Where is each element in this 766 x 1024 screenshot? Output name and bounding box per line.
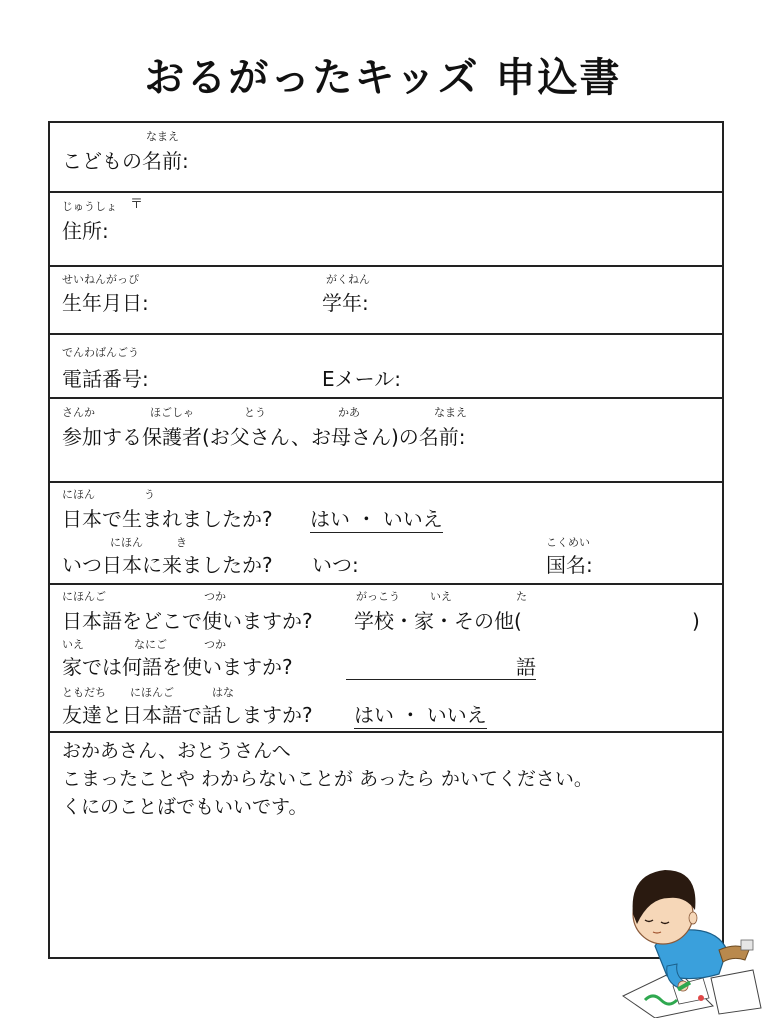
birthplace-row[interactable] — [50, 483, 722, 585]
application-form — [48, 121, 724, 959]
message-line-1: おかあさん、おとうさんへ — [62, 740, 291, 762]
email-label: Eメール: — [322, 367, 401, 391]
friends-japanese-question: 友達と日本語で話しますか? — [62, 703, 313, 727]
child-drawing-illustration — [615, 858, 765, 1018]
message-line-3: くにのことばでもいいです。 — [62, 796, 308, 818]
address-label: 住所: — [62, 219, 109, 243]
address-row[interactable] — [50, 193, 722, 267]
came-to-japan-question: いつ日本に来ましたか? — [62, 553, 273, 577]
use-ruby-5: た — [516, 590, 527, 603]
name-ruby: なまえ — [146, 130, 179, 143]
friend-ruby-1: ともだち — [62, 686, 106, 699]
friends-japanese-answer[interactable]: はい ・ いいえ — [354, 703, 487, 727]
guardian-ruby-4: かあ — [338, 406, 360, 419]
message-line-2: こまったことや わからないことが あったら かいてください。 — [62, 768, 593, 790]
guardian-ruby-3: とう — [244, 406, 266, 419]
when-label: いつ: — [312, 553, 359, 577]
country-name-label: 国名: — [546, 553, 593, 577]
born-ruby-2: う — [144, 488, 155, 501]
where-japanese-options[interactable]: 学校・家・その他( — [354, 609, 522, 633]
child-name-row[interactable] — [50, 123, 722, 193]
home-language-question: 家では何語を使いますか? — [62, 655, 293, 679]
postal-mark: 〒 — [130, 197, 144, 212]
home-ruby-1: いえ — [62, 638, 84, 651]
friend-ruby-3: はな — [212, 686, 234, 699]
came-ruby-2: き — [176, 536, 187, 549]
grade-label: 学年: — [322, 291, 369, 315]
grade-ruby: がくねん — [326, 273, 370, 286]
born-in-japan-answer[interactable]: はい ・ いいえ — [310, 507, 443, 531]
guardian-ruby-2: ほごしゃ — [150, 406, 194, 419]
use-ruby-4: いえ — [430, 590, 452, 603]
use-ruby-2: つか — [204, 590, 226, 603]
came-ruby-1: にほん — [110, 536, 143, 549]
guardian-name-row[interactable] — [50, 399, 722, 483]
born-in-japan-question: 日本で生まれましたか? — [62, 507, 273, 531]
page-title: おるがったキッズ 申込書 — [144, 55, 622, 101]
home-language-blank[interactable] — [346, 679, 536, 680]
guardian-name-label: 参加する保護者(お父さん、お母さん)の名前: — [62, 425, 466, 449]
phone-label: 電話番号: — [62, 367, 149, 391]
address-ruby: じゅうしょ — [62, 200, 117, 213]
language-suffix: 語 — [516, 655, 536, 679]
child-name-label: こどもの名前: — [62, 149, 189, 173]
guardian-ruby-1: さんか — [62, 406, 95, 419]
where-japanese-question: 日本語をどこで使いますか? — [62, 609, 313, 633]
contact-row[interactable] — [50, 335, 722, 399]
paper-sheet-2 — [711, 970, 761, 1014]
birth-grade-row[interactable] — [50, 267, 722, 335]
country-ruby: こくめい — [546, 536, 590, 549]
home-ruby-3: つか — [204, 638, 226, 651]
guardian-ruby-5: なまえ — [434, 406, 467, 419]
other-close-paren: ) — [692, 609, 700, 633]
birth-date-label: 生年月日: — [62, 291, 149, 315]
use-ruby-3: がっこう — [356, 590, 400, 603]
born-ruby-1: にほん — [62, 488, 95, 501]
home-ruby-2: なにご — [134, 638, 167, 651]
birth-ruby: せいねんがっぴ — [62, 273, 139, 286]
phone-ruby: でんわばんごう — [62, 346, 139, 359]
language-row[interactable] — [50, 585, 722, 733]
friend-ruby-2: にほんご — [130, 686, 174, 699]
use-ruby-1: にほんご — [62, 590, 106, 603]
